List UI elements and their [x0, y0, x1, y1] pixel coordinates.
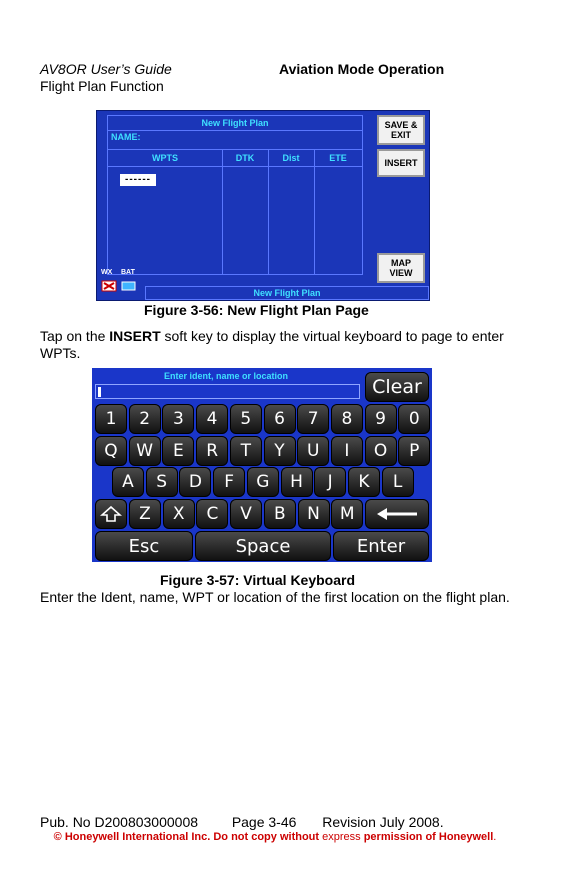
number-key-6[interactable]: 6 — [264, 404, 296, 434]
letter-key-k[interactable]: K — [348, 467, 380, 497]
map-view-button[interactable]: MAP VIEW — [377, 253, 425, 283]
esc-key[interactable]: Esc — [95, 531, 193, 561]
paragraph-text: Tap on the — [40, 328, 110, 344]
column-header-row — [108, 149, 362, 167]
letter-key-r[interactable]: R — [196, 436, 228, 466]
keyboard-prompt: Enter ident, name or location — [164, 371, 289, 381]
letter-key-h[interactable]: H — [281, 467, 313, 497]
column-divider — [314, 149, 315, 275]
number-key-2[interactable]: 2 — [129, 404, 161, 434]
paragraph-enter-ident: Enter the Ident, name, WPT or location of the first location on the flight plan. — [40, 589, 510, 605]
letter-key-u[interactable]: U — [297, 436, 329, 466]
shift-key[interactable] — [95, 499, 127, 529]
number-key-7[interactable]: 7 — [297, 404, 329, 434]
letter-key-g[interactable]: G — [247, 467, 279, 497]
column-divider — [222, 149, 223, 275]
status-icons — [99, 269, 143, 299]
letter-key-c[interactable]: C — [196, 499, 228, 529]
guide-title: AV8OR User’s Guide — [40, 61, 172, 77]
number-key-4[interactable]: 4 — [196, 404, 228, 434]
letter-key-t[interactable]: T — [230, 436, 262, 466]
section-title: Aviation Mode Operation — [279, 61, 445, 77]
weather-battery-icon — [101, 279, 141, 293]
status-bar: New Flight Plan — [145, 286, 429, 300]
copyright-text: permission of Honeywell — [360, 831, 494, 843]
virtual-keyboard — [92, 368, 432, 562]
letter-key-e[interactable]: E — [162, 436, 194, 466]
number-key-8[interactable]: 8 — [331, 404, 363, 434]
letter-key-f[interactable]: F — [213, 467, 245, 497]
letter-key-b[interactable]: B — [264, 499, 296, 529]
bat-label: BAT — [121, 269, 135, 276]
enter-key[interactable]: Enter — [333, 531, 429, 561]
letter-key-w[interactable]: W — [129, 436, 161, 466]
column-ete: ETE — [329, 153, 347, 163]
letter-key-n[interactable]: N — [298, 499, 330, 529]
column-divider — [268, 149, 269, 275]
column-wpts: WPTS — [152, 153, 178, 163]
letter-key-m[interactable]: M — [331, 499, 363, 529]
number-key-0[interactable]: 0 — [398, 404, 430, 434]
copyright-text: express — [322, 831, 361, 843]
clear-key[interactable]: Clear — [365, 372, 429, 402]
letter-key-o[interactable]: O — [365, 436, 397, 466]
letter-key-j[interactable]: J — [314, 467, 346, 497]
figure-3-56-caption: Figure 3-56: New Flight Plan Page — [144, 302, 369, 318]
letter-key-a[interactable]: A — [112, 467, 144, 497]
pub-number: Pub. No D200803000008 — [40, 814, 199, 830]
name-label: NAME: — [111, 132, 141, 142]
space-key[interactable]: Space — [195, 531, 331, 561]
flight-plan-table — [107, 115, 363, 275]
insert-term: INSERT — [109, 328, 161, 344]
text-caret — [98, 387, 101, 397]
number-key-3[interactable]: 3 — [162, 404, 194, 434]
flight-plan-screen — [96, 110, 430, 301]
copyright-text: © Honeywell International Inc. Do not copy without — [53, 831, 323, 843]
column-dtk: DTK — [235, 153, 255, 163]
letter-key-z[interactable]: Z — [129, 499, 161, 529]
waypoint-entry-field[interactable]: ------ — [120, 174, 156, 186]
revision-date: Revision July 2008. — [322, 814, 444, 830]
letter-key-v[interactable]: V — [230, 499, 262, 529]
number-key-9[interactable]: 9 — [365, 404, 397, 434]
letter-key-d[interactable]: D — [179, 467, 211, 497]
insert-button[interactable]: INSERT — [377, 149, 425, 177]
backspace-key[interactable] — [365, 499, 429, 529]
backspace-arrow-icon — [375, 507, 419, 521]
subsection-title: Flight Plan Function — [40, 78, 164, 94]
number-key-1[interactable]: 1 — [95, 404, 127, 434]
paragraph-insert — [40, 328, 510, 362]
letter-key-l[interactable]: L — [382, 467, 414, 497]
letter-key-i[interactable]: I — [331, 436, 363, 466]
page-number: Page 3-46 — [231, 814, 297, 830]
shift-icon — [100, 505, 122, 523]
flight-plan-title: New Flight Plan — [108, 116, 362, 131]
number-key-5[interactable]: 5 — [230, 404, 262, 434]
save-exit-button[interactable]: SAVE & EXIT — [377, 115, 425, 145]
paragraph-text: soft key to display the virtual keyboard to page to enter WPTs. — [40, 328, 504, 361]
letter-key-p[interactable]: P — [398, 436, 430, 466]
column-dist: Dist — [282, 153, 300, 163]
letter-key-q[interactable]: Q — [95, 436, 127, 466]
footer-line — [40, 814, 444, 830]
figure-3-57-caption: Figure 3-57: Virtual Keyboard — [160, 572, 356, 588]
copyright-text: . — [493, 831, 497, 843]
wx-label: WX — [101, 269, 113, 276]
letter-key-x[interactable]: X — [163, 499, 195, 529]
letter-key-s[interactable]: S — [146, 467, 178, 497]
copyright-notice — [40, 831, 510, 844]
ident-input-field[interactable] — [95, 384, 360, 399]
letter-key-y[interactable]: Y — [264, 436, 296, 466]
